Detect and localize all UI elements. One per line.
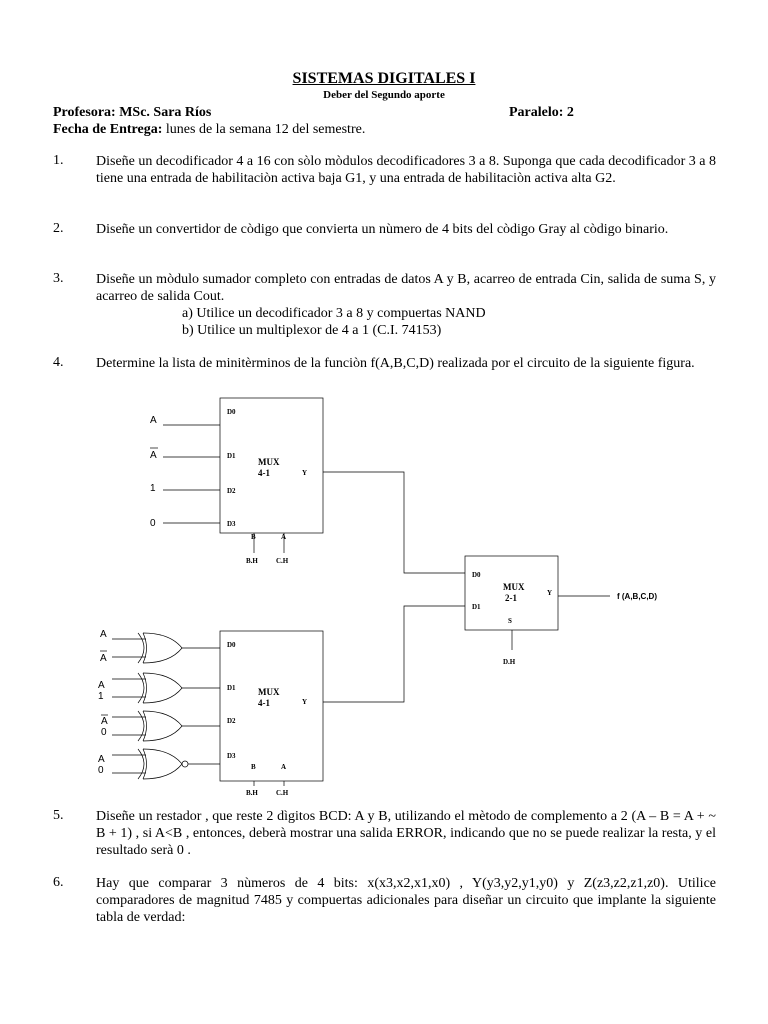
- mux3-select-source: D.H: [503, 658, 516, 666]
- mux3-d1-pin: D1: [472, 603, 481, 611]
- mux1-select-b-pin: B: [251, 533, 256, 541]
- mux3-select-pin: S: [508, 617, 512, 625]
- question-6-text: Hay que comparar 3 nùmeros de 4 bits: x(x3,x2,x1,x0) , Y(y3,y2,y1,y0) y Z(z3,z2,z1,z0). Utilice comparadores de magnitud 7485 y compuertas adicionales para diseñar un circuito que implante la siguiente tabla de verdad:: [96, 876, 716, 925]
- question-5-number: 5.: [53, 808, 64, 823]
- mux1-input-0-label: A: [150, 415, 157, 426]
- question-4-text: Determine la lista de minitèrminos de la funciòn f(A,B,C,D) realizada por el circuito de la siguiente figura.: [96, 356, 695, 371]
- mux1-name: MUX: [258, 457, 280, 467]
- mux2-d1-pin: D1: [227, 684, 236, 692]
- mux1-d1-pin: D1: [227, 452, 236, 460]
- mux3-name: MUX: [503, 582, 525, 592]
- mux2-select-a-source: C.H: [276, 789, 289, 797]
- question-1-text: Diseñe un decodificador 4 a 16 con sòlo mòdulos decodificadores 3 a 8. Suponga que cada decodificador 3 a 8 tiene una entrada de habilitaciòn activa baja G1, y una entrada de habilitaciòn activa alta G2.: [96, 154, 716, 186]
- question-3-sub-b: b) Utilice un multiplexor de 4 a 1 (C.I. 74153): [182, 323, 442, 338]
- mux1-d3-pin: D3: [227, 520, 236, 528]
- gate2-input-b-label: 0: [101, 727, 107, 738]
- question-2-text: Diseñe un convertidor de còdigo que convierta un nùmero de 4 bits del còdigo Gray al còdigo binario.: [96, 222, 669, 237]
- mux3-d0-pin: D0: [472, 571, 481, 579]
- gate1-input-b-label: 1: [98, 691, 104, 702]
- gate0-input-b-label: A: [100, 653, 107, 664]
- mux1-select-a-pin: A: [281, 533, 287, 541]
- gate2-input-a-label: A: [101, 716, 108, 727]
- xnor-gate-3: [112, 749, 220, 779]
- mux1-d0-pin: D0: [227, 408, 236, 416]
- mux2-output-pin: Y: [302, 698, 308, 706]
- question-1-number: 1.: [53, 153, 64, 168]
- question-2-number: 2.: [53, 221, 64, 236]
- question-5-text: Diseñe un restador , que reste 2 dìgitos BCD: A y B, utilizando el mètodo de complemento a 2 (A – B = A + ~ B + 1) , si A<B , entonces, deberà mostrar una salida ERROR, indicando que no se puede realizar la resta, y el resultado serà 0 .: [96, 809, 716, 858]
- section-label: Paralelo: 2: [509, 105, 574, 120]
- question-3-sub-a: a) Utilice un decodificador 3 a 8 y compuertas NAND: [182, 306, 486, 321]
- question-6-number: 6.: [53, 875, 64, 890]
- function-output-label: f (A,B,C,D): [617, 592, 657, 601]
- mux2-d2-pin: D2: [227, 717, 236, 725]
- question-3-text: Diseñe un mòdulo sumador completo con entradas de datos A y B, acarreo de entrada Cin, salida de suma S, y acarreo de salida Cout.: [96, 272, 716, 304]
- mux2-select-a-pin: A: [281, 763, 287, 771]
- mux2-select-b-source: B.H: [246, 789, 258, 797]
- mux2-d0-pin: D0: [227, 641, 236, 649]
- question-3-number: 3.: [53, 271, 64, 286]
- mux1-d2-pin: D2: [227, 487, 236, 495]
- mux2-name: MUX: [258, 687, 280, 697]
- mux1-select-a-source: C.H: [276, 557, 289, 565]
- professor-value: MSc. Sara Ríos: [119, 105, 212, 120]
- due-label: Fecha de Entrega:: [53, 122, 163, 137]
- mux2-d3-pin: D3: [227, 752, 236, 760]
- gate1-input-a-label: A: [98, 680, 105, 691]
- mux3-output-pin: Y: [547, 589, 553, 597]
- professor-label: Profesora:: [53, 105, 116, 120]
- mux1-size: 4-1: [258, 468, 270, 478]
- gate0-input-a-label: A: [100, 629, 107, 640]
- mux1-input-3-label: 0: [150, 518, 156, 529]
- xor-gate-1: [112, 673, 220, 703]
- due-value: lunes de la semana 12 del semestre.: [165, 122, 366, 137]
- gate3-input-b-label: 0: [98, 765, 104, 776]
- mux3-size: 2-1: [505, 593, 517, 603]
- gate3-input-a-label: A: [98, 754, 105, 765]
- mux1-input-2-label: 1: [150, 483, 156, 494]
- question-4-number: 4.: [53, 355, 64, 370]
- mux1-select-b-source: B.H: [246, 557, 258, 565]
- mux2-size: 4-1: [258, 698, 270, 708]
- xor-gate-0: [112, 633, 220, 663]
- mux1-output-pin: Y: [302, 469, 308, 477]
- mux2-select-b-pin: B: [251, 763, 256, 771]
- page-title: SISTEMAS DIGITALES I: [292, 70, 476, 87]
- page-subtitle: Deber del Segundo aporte: [323, 89, 445, 101]
- xor-gate-2: [112, 711, 220, 741]
- mux1-input-1-label: A: [150, 450, 157, 461]
